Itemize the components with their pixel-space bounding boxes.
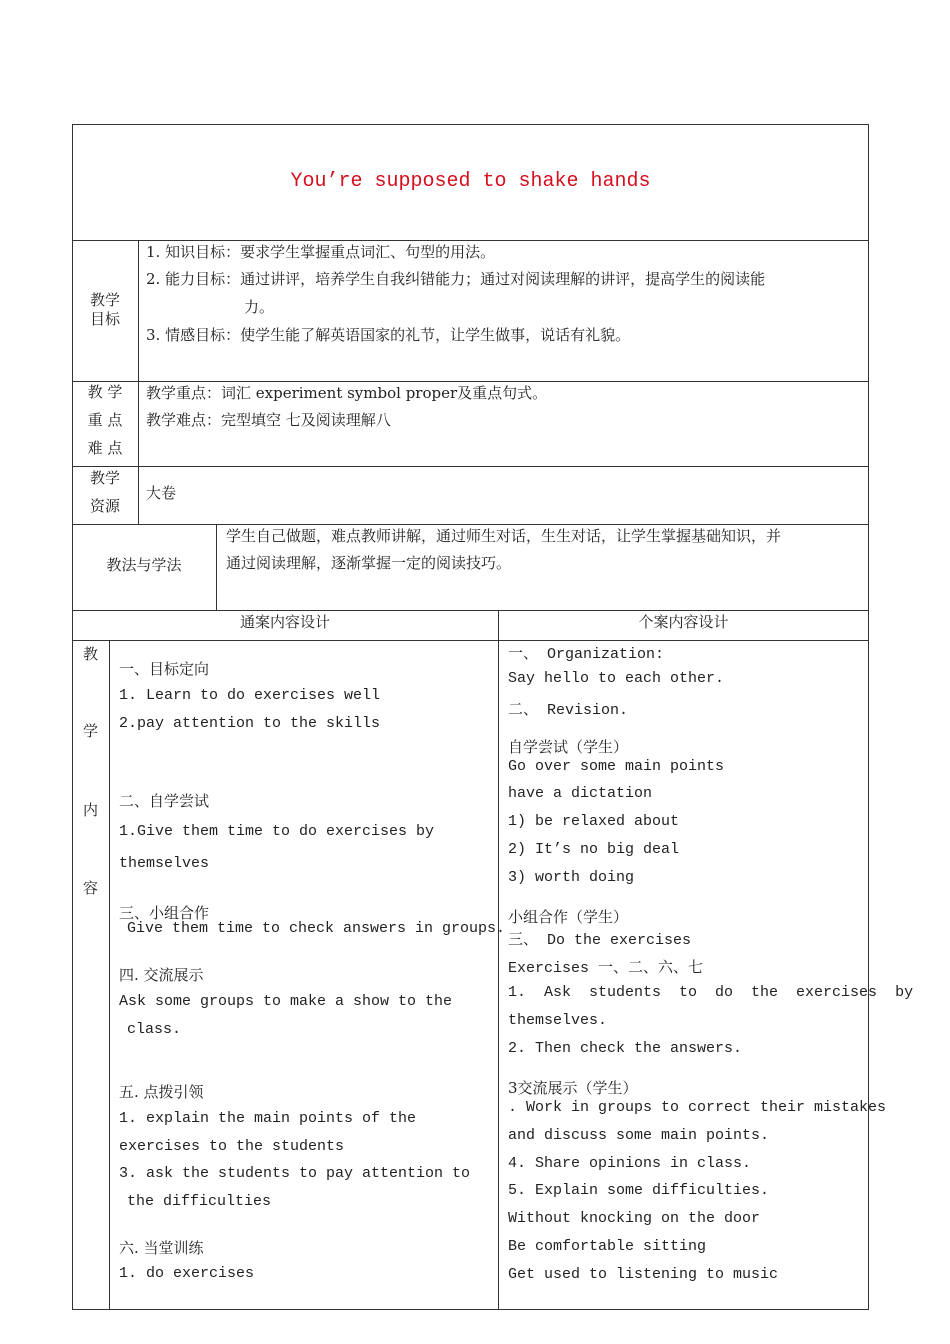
left-line: Ask some groups to make a show to the — [119, 993, 453, 1010]
left-line: class. — [127, 1021, 182, 1038]
key-points-label — [72, 378, 138, 462]
left-line: 1. Learn to do exercises well — [119, 687, 381, 704]
label-column-divider — [138, 240, 139, 524]
left-line: exercises to the students — [119, 1138, 345, 1155]
content-label-char: 内 — [82, 801, 98, 819]
objective-item: 2. 能力目标：通过讲评，培养学生自我纠错能力；通过对阅读理解的讲评，提高学生的阅读能 — [146, 270, 766, 288]
content-label-char: 学 — [82, 722, 98, 740]
right-line: . Work in groups to correct their mistakes — [508, 1099, 887, 1116]
left-line: 1.Give them time to do exercises by — [119, 823, 435, 840]
left-line: 1. do exercises — [119, 1265, 255, 1282]
right-line: 3) worth doing — [508, 869, 635, 886]
objective-item: 1. 知识目标：要求学生掌握重点词汇、句型的用法。 — [146, 243, 496, 261]
resources-label-line: 教学 — [89, 469, 120, 487]
resources-label-line: 资源 — [89, 497, 120, 515]
left-line: 1. explain the main points of the — [119, 1110, 417, 1127]
right-line: 4. Share opinions in class. — [508, 1155, 752, 1172]
key-points-label-line: 重 点 — [87, 411, 123, 429]
resources-label — [72, 464, 138, 520]
right-line: 2) It’s no big deal — [508, 841, 680, 858]
right-line: Go over some main points — [508, 758, 725, 775]
right-column-header: 个案内容设计 — [638, 613, 729, 631]
left-section-heading: 四. 交流展示 — [119, 966, 204, 984]
objectives-label-line: 教学 — [89, 291, 120, 309]
right-section-heading: 3交流展示（学生） — [508, 1079, 638, 1097]
left-line: 2.pay attention to the skills — [119, 715, 381, 732]
page-title: You’re supposed to shake hands — [290, 170, 651, 193]
right-line: 1) be relaxed about — [508, 813, 680, 830]
left-line: the difficulties — [127, 1193, 272, 1210]
row-divider — [72, 466, 869, 467]
methods-line: 通过阅读理解，逐渐掌握一定的阅读技巧。 — [226, 554, 512, 572]
right-line: have a dictation — [508, 785, 653, 802]
content-label-divider — [109, 640, 110, 1310]
left-section-heading: 一、目标定向 — [119, 660, 210, 678]
key-points-label-line: 教 学 — [87, 383, 123, 401]
objective-item: 3. 情感目标：使学生能了解英语国家的礼节，让学生做事，说话有礼貌。 — [146, 326, 631, 344]
content-label-char: 教 — [82, 645, 98, 663]
key-points-label-line: 难 点 — [87, 439, 123, 457]
resources-value: 大卷 — [146, 484, 177, 502]
objectives-label — [72, 291, 138, 329]
objectives-label-line: 目标 — [89, 310, 120, 328]
right-line: 三、 Do the exercises — [508, 932, 692, 949]
right-line: Without knocking on the door — [508, 1210, 761, 1227]
right-line: Be comfortable sitting — [508, 1238, 707, 1255]
right-section-heading: 小组合作（学生） — [508, 908, 629, 926]
left-line: 3. ask the students to pay attention to — [119, 1165, 471, 1182]
left-line: Give them time to check answers in groups. — [127, 920, 506, 937]
left-section-heading: 二、自学尝试 — [119, 792, 210, 810]
right-line: Exercises 一、二、六、七 — [508, 960, 704, 977]
left-column-header: 通案内容设计 — [239, 613, 330, 631]
methods-label: 教法与学法 — [106, 556, 182, 574]
right-line: 一、 Organization: — [508, 646, 665, 663]
objective-item: 力。 — [244, 298, 275, 316]
right-line: 1. Ask students to do the exercises by — [508, 984, 914, 1001]
center-column-divider — [498, 610, 499, 1310]
right-line: 2. Then check the answers. — [508, 1040, 743, 1057]
row-divider — [72, 640, 869, 641]
key-point-item: 教学重点：词汇 experiment symbol proper及重点句式。 — [146, 384, 548, 402]
content-label-char: 容 — [82, 879, 98, 897]
left-section-heading: 五. 点拨引领 — [119, 1083, 204, 1101]
right-line: 5. Explain some difficulties. — [508, 1182, 770, 1199]
right-section-heading: 自学尝试（学生） — [508, 738, 629, 756]
key-point-item: 教学难点：完型填空 七及阅读理解八 — [146, 411, 391, 429]
right-line: Say hello to each other. — [508, 670, 725, 687]
left-section-heading: 三、小组合作 — [119, 904, 210, 922]
right-line: Get used to listening to music — [508, 1266, 779, 1283]
right-line: 二、 Revision. — [508, 702, 629, 719]
right-line: and discuss some main points. — [508, 1127, 770, 1144]
left-section-heading: 六. 当堂训练 — [119, 1239, 204, 1257]
left-line: themselves — [119, 855, 210, 872]
methods-line: 学生自己做题，难点教师讲解，通过师生对话，生生对话，让学生掌握基础知识，并 — [226, 527, 782, 545]
right-line: themselves. — [508, 1012, 608, 1029]
methods-column-divider — [216, 524, 217, 610]
